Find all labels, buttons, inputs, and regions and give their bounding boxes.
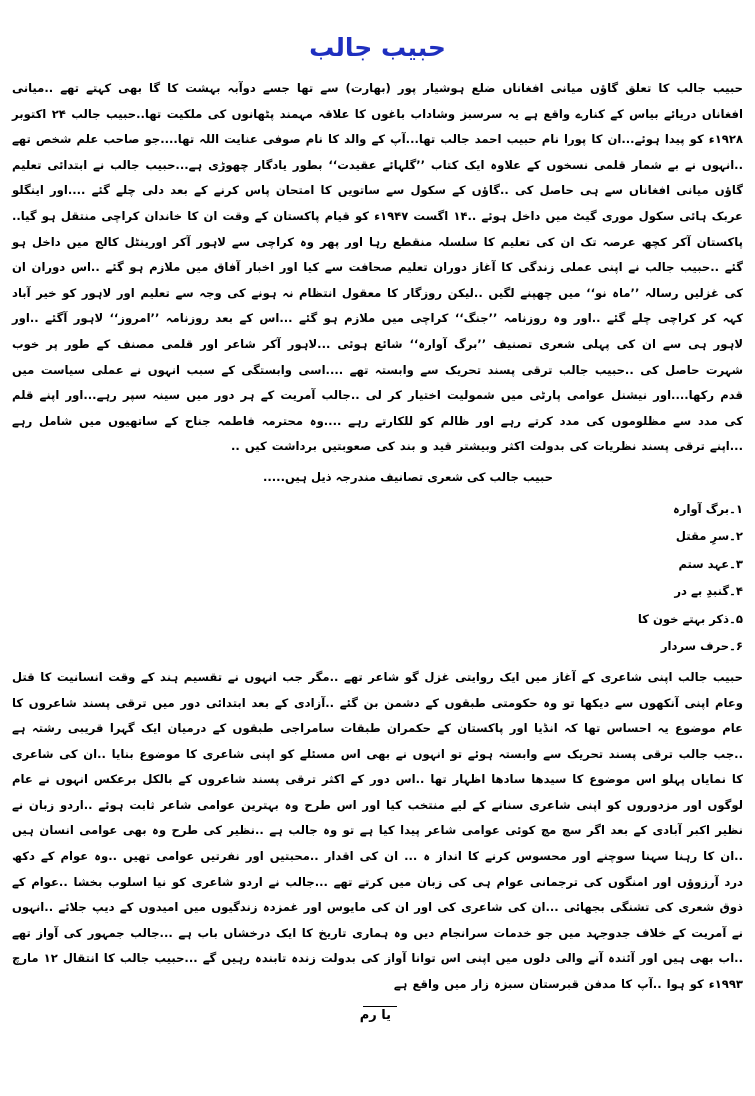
page-title: حبیب جالب: [309, 33, 446, 62]
list-item: ۴۔گنبدِ بے در: [674, 584, 743, 599]
list-item: ۵۔ذکر بہتے خون کا: [637, 611, 743, 626]
list-item: ۳۔عہد ستم: [678, 556, 743, 571]
signature: یا رم: [360, 1004, 391, 1028]
works-list: [12, 496, 743, 661]
list-item: ۲۔سرِ مقتل: [675, 529, 743, 544]
poetry-paragraph: حبیب جالب اپنی شاعری کے آغاز میں ایک روایتی غزل گو شاعر تھے ..مگر جب انہوں نے تقسیم ہند کے وقت انسانیت کا قتل وعام اپنی آنکھوں سے دیکھا تو وہ حکومتی طبقوں کے دشمن بن گئے ..آزادی کے بعد ابتدائی دور میں ترقی پسند شاعروں کا عام موضوع یہ احساس تھا کہ انڈیا اور پاکستان کے حکمران طبقات سامراجی طبقوں کے درمیان ایک گہرا قریبی رشتہ ہے ..جب جالب ترقی پسند تحریک سے وابستہ ہوئے تو انہوں نے بھی اس مسئلے کو اپنی شاعری کا موضوع بنایا ..ان کی شاعری کا نمایاں پہلو اس موضوع کا سیدھا سادھا اظہار تھا ..اس دور کے اکثر ترقی پسند شاعروں کے بالکل برعکس انہوں نے عام لوگوں اور مزدوروں کو اپنی شاعری سنانے کے لیے منتخب کیا اور اس طرح وہ بہترین عوامی شاعر ثابت ہوئے ..اردو زبان نے نظیر اکبر آبادی کے بعد اگر سچ مچ کوئی عوامی شاعر پیدا کیا ہے تو وہ جالب ہے ..نظیر کی طرح وہ بھی عوامی انسان ہیں ..ان کا رہنا سہنا سوچنے اور محسوس کرنے کا انداز ہ ... ان کی اقدار ..محبتیں اور نفرتیں عوامی تھیں ..وہ عوام کے دکھ درد آرزوؤں اور امنگوں کی ترجمانی عوام ہی کی زبان میں کرتے تھے ...جالب نے اردو شاعری کو نیا اسلوب بخشا ..عوام کے ذوق شعری کی تشنگی بجھائی ...ان کی شاعری کی اور ان کی مایوس اور غمزدہ زندگیوں میں امیدوں کے دیپ جلائے ..انہوں نے آمریت کے خلاف جدوجہد میں جو خدمات سرانجام دیں وہ ہماری تاریخ کا ایک درخشاں باب ہے ...جالب جمہور کی آواز تھے ..اب بھی ہیں اور آئندہ آنے والی دلوں میں اپنی اس توانا آواز کی بدولت زندہ تابندہ رہیں گے ...حبیب جالب کا انتقال ۱۲ مارچ ۱۹۹۳ء کو ہوا ..آپ کا مدفن قبرستان سبزہ زار میں واقع ہے: [12, 669, 743, 992]
list-item: ۱۔برگ آوارہ: [673, 501, 743, 516]
biography-paragraph: حبیب جالب کا تعلق گاؤں میانی افغاناں ضلع ہوشیار پور (بھارت) سے تھا جسے دوآبہ بہشت کا گا بھی کہتے تھے ..میانی افغاناں دریائے بیاس کے کنارے واقع ہے یہ سرسبز وشاداب باغوں کا علاقہ مہمند پٹھانوں کی ملکیت تھا..حبیب جالب ۲۴ اکتوبر ۱۹۲۸ء کو پیدا ہوئے...ان کا پورا نام حبیب احمد جالب تھا...آپ کے والد کا نام صوفی عنایت اللہ تھا....جو صاحب علم شخص تھے ..انہوں نے بے شمار قلمی نسخوں کے علاوہ ایک کتاب ’’گلہائے عقیدت‘‘ بطور یادگار چھوڑی ہے...حبیب جالب نے ابتدائی تعلیم گاؤں میانی افغاناں سے ہی حاصل کی ..گاؤں کے سکول سے ساتویں کا امتحان پاس کرنے کے بعد دلی چلے گئے ....اور اینگلو عربک ہائی سکول موری گیٹ میں داخل ہوئے ..۱۴ اگست ۱۹۴۷ء کو قیام پاکستان کے وقت ان کا خاندان کراچی منتقل ہو گیا.. پاکستان آکر کچھ عرصہ تک ان کی تعلیم کا سلسلہ منقطع رہا اور پھر وہ کراچی سے لاہور آکر اورینٹل کالج میں داخل ہو گئے ..حبیب جالب نے اپنی عملی زندگی کا آغاز دوران تعلیم صحافت سے کیا اور اخبار آفاق میں ملازم ہو گئے ..اس دوران ان کی غزلیں رسالہ ’’ماہ نو‘‘ میں چھپنے لگیں ..لیکن روزگار کا معقول انتظام نہ ہونے کی وجہ سے تعلیم اور لاہور کو خیر آباد کہہ کر کراچی چلے گئے ..اور وہ روزنامہ ’’جنگ‘‘ کراچی میں ملازم ہو گئے ...اس کے بعد روزنامہ ’’امروز‘‘ لاہور آگئے ..اور لاہور ہی سے ان کی پہلی شعری تصنیف ’’برگ آوارہ‘‘ شائع ہوئی ...لاہور آکر شاعر اور قلمی مصنف کے طور پر خوب شہرت حاصل کی ..حبیب جالب ترقی پسند تحریک سے وابستہ تھے ....اسی وابستگی کے سبب انہوں نے عملی سیاست میں قدم رکھا....اور نیشنل عوامی پارٹی میں شمولیت اختیار کر لی ..جالب آمریت کے ہر دور میں سینہ سپر رہے...اور اپنے قلم کی مدد سے مظلوموں کی مدد کرتے رہے اور ظالم کو للکارتے رہے ....وہ محترمہ فاطمہ جناح کے ساتھیوں میں شامل رہے ...اپنے ترقی پسند نظریات کی بدولت اکثر وبیشتر قید و بند کی صعوبتیں برداشت کیں ..: [12, 81, 743, 454]
list-item: ۶۔حرف سردار: [660, 639, 743, 654]
works-intro: حبیب جالب کی شعری تصانیف مندرجہ ذیل ہیں.....: [262, 469, 553, 484]
